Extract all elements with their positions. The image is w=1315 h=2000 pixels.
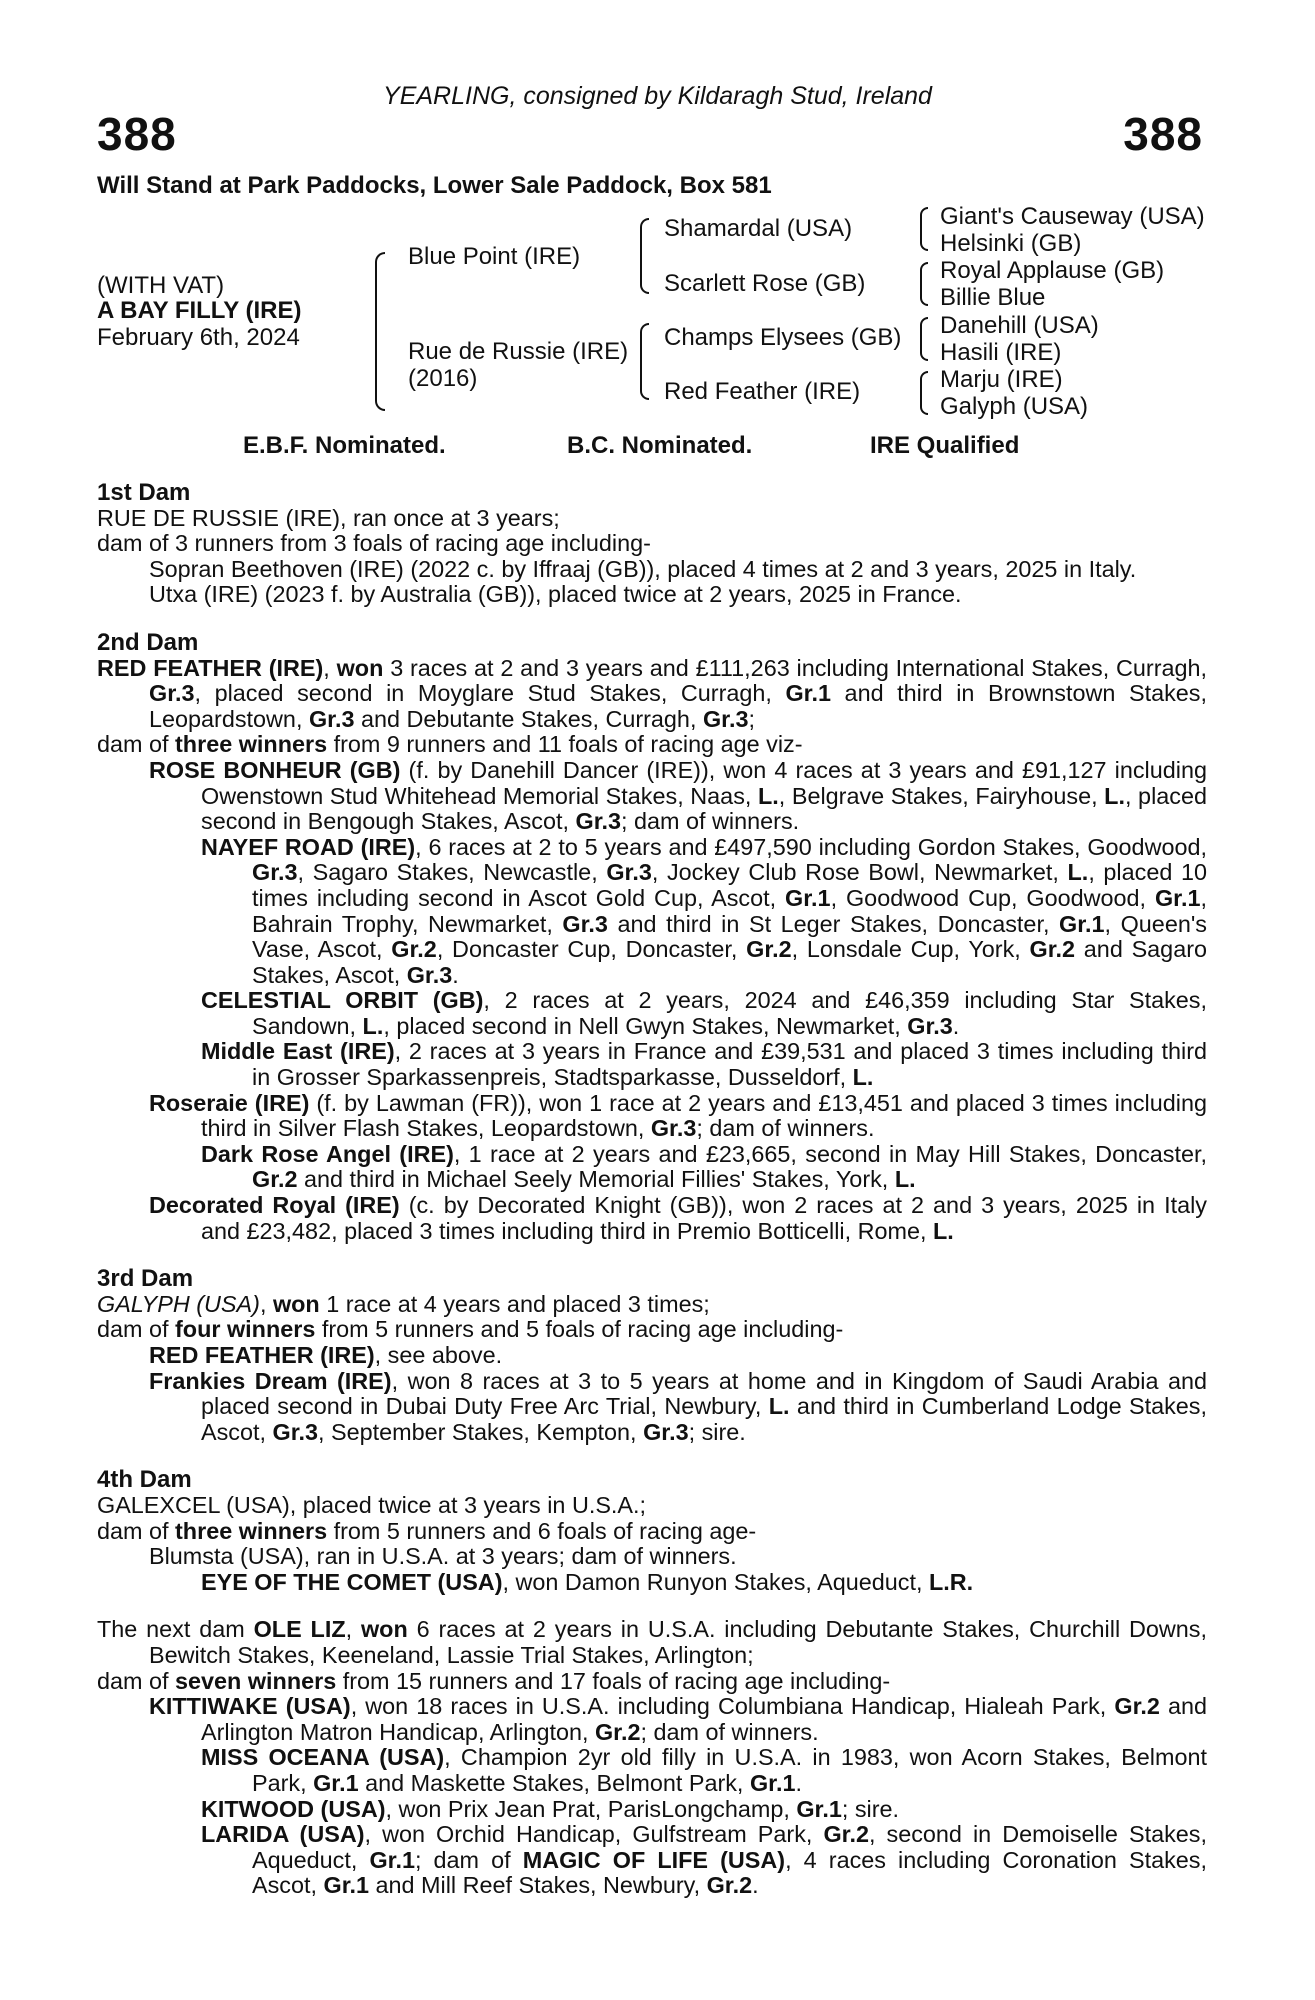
brace-g2 bbox=[920, 262, 928, 306]
brace-g1 bbox=[920, 207, 928, 251]
dam-produce-summary: dam of seven winners from 15 runners and 17 foals of racing age including- bbox=[97, 1667, 891, 1694]
brace-sire bbox=[640, 218, 649, 294]
second-dam-heading: 2nd Dam bbox=[97, 628, 199, 656]
bc-nominated: B.C. Nominated. bbox=[567, 432, 753, 459]
catalogue-body bbox=[97, 480, 1207, 1899]
progeny-entry: KITTIWAKE (USA), won 18 races in U.S.A. including Columbiana Handicap, Hialeah Park, Gr.2 and Arlington Matron Handicap, Arlington, Gr.2; dam of winners. bbox=[149, 1693, 1207, 1745]
sire-sire: Shamardal (USA) bbox=[664, 215, 853, 242]
grand-progeny-entry: LARIDA (USA), won Orchid Handicap, Gulfstream Park, Gr.2, second in Demoiselle Stakes, Aqueduct, Gr.1; dam of MAGIC OF LIFE (USA), 4 races including Coronation Stakes, Ascot, Gr.1 and Mill Reef Stakes, Newbury, Gr.2. bbox=[201, 1821, 1207, 1899]
dam-dam: Red Feather (IRE) bbox=[664, 378, 861, 405]
dam-summary: GALYPH (USA), won 1 race at 4 years and placed 3 times; bbox=[97, 1290, 710, 1317]
grand-progeny-entry: Dark Rose Angel (IRE), 1 race at 2 years and £23,665, second in May Hill Stakes, Doncaster, Gr.2 and third in Michael Seely Memorial Fillies' Stakes, York, L. bbox=[201, 1140, 1207, 1193]
fourth-dam-heading: 4th Dam bbox=[97, 1466, 192, 1494]
brace-horse bbox=[375, 252, 385, 411]
ancestor-5: Danehill (USA) bbox=[940, 312, 1099, 339]
grand-progeny-entry: Middle East (IRE), 2 races at 3 years in France and £39,531 and placed 3 times including third in Grosser Sparkassenpreis, Stadtsparkasse, Dusseldorf, L. bbox=[201, 1038, 1207, 1091]
dam-year: (2016) bbox=[408, 365, 478, 392]
grand-progeny-entry: NAYEF ROAD (IRE), 6 races at 2 to 5 years and £497,590 including Gordon Stakes, Goodwood, Gr.3, Sagaro Stakes, Newcastle, Gr.3, Jockey Club Rose Bowl, Newmarket, L., placed 10 times including second in Ascot Gold Cup, Ascot, Gr.1, Goodwood Cup, Goodwood, Gr.1, Bahrain Trophy, Newmarket, Gr.3 and third in St Leger Stakes, Doncaster, Gr.1, Queen's Vase, Ascot, Gr.2, Doncaster Cup, Doncaster, Gr.2, Lonsdale Cup, York, Gr.2 and Sagaro Stakes, Ascot, Gr.3. bbox=[201, 833, 1207, 988]
progeny-entry: Blumsta (USA), ran in U.S.A. at 3 years; dam of winners. bbox=[149, 1543, 737, 1570]
dam-name: Rue de Russie (IRE) bbox=[408, 338, 629, 365]
fourth-dam-section bbox=[97, 1467, 1207, 1595]
grand-progeny-entry: CELESTIAL ORBIT (GB), 2 races at 2 years, 2024 and £46,359 including Star Stakes, Sandown, L., placed second in Nell Gwyn Stakes, Newmarket, Gr.3. bbox=[201, 987, 1207, 1039]
horse-name: A BAY FILLY (IRE) bbox=[97, 297, 302, 324]
ire-qualified: IRE Qualified bbox=[870, 432, 1020, 459]
ancestor-3: Royal Applause (GB) bbox=[940, 257, 1165, 284]
next-dam-section bbox=[97, 1617, 1207, 1899]
dam-summary: RUE DE RUSSIE (IRE), ran once at 3 years; bbox=[97, 504, 560, 531]
grand-progeny-entry: MISS OCEANA (USA), Champion 2yr old filly in U.S.A. in 1983, won Acorn Stakes, Belmont Park, Gr.1 and Maskette Stakes, Belmont Park, Gr.1. bbox=[201, 1744, 1207, 1796]
vat-note: (WITH VAT) bbox=[97, 272, 225, 299]
lot-number-right: 388 bbox=[1123, 108, 1203, 160]
progeny-entry: Roseraie (IRE) (f. by Lawman (FR)), won 1 race at 2 years and £13,451 and placed 3 times including third in Silver Flash Stakes, Leopardstown, Gr.3; dam of winners. bbox=[149, 1089, 1207, 1142]
dam-produce-summary: dam of four winners from 5 runners and 5 foals of racing age including- bbox=[97, 1316, 844, 1343]
first-dam-heading: 1st Dam bbox=[97, 479, 191, 506]
dam-summary: RED FEATHER (IRE), won 3 races at 2 and 3 years and £111,263 including International Stakes, Curragh, Gr.3, placed second in Moyglare Stud Stakes, Curragh, Gr.1 and third in Brownstown Stakes, Leopardstown, Gr.3 and Debutante Stakes, Curragh, Gr.3; bbox=[97, 654, 1208, 732]
foaling-date: February 6th, 2024 bbox=[97, 324, 300, 351]
ancestor-8: Galyph (USA) bbox=[940, 393, 1089, 420]
sire: Blue Point (IRE) bbox=[408, 243, 581, 270]
lot-number-left: 388 bbox=[97, 108, 177, 160]
ancestor-2: Helsinki (GB) bbox=[940, 230, 1082, 257]
progeny-entry: Frankies Dream (IRE), won 8 races at 3 to 5 years at home and in Kingdom of Saudi Arabia and placed second in Dubai Duty Free Arc Trial, Newbury, L. and third in Cumberland Lodge Stakes, Ascot, Gr.3, September Stakes, Kempton, Gr.3; sire. bbox=[149, 1367, 1207, 1445]
dam-produce-summary: dam of three winners from 5 runners and 6 foals of racing age- bbox=[97, 1517, 757, 1544]
stand-location: Will Stand at Park Paddocks, Lower Sale Paddock, Box 581 bbox=[97, 172, 772, 199]
progeny-entry: ROSE BONHEUR (GB) (f. by Danehill Dancer (IRE)), won 4 races at 3 years and £91,127 including Owenstown Stud Whitehead Memorial Stakes, Naas, L., Belgrave Stakes, Fairyhouse, L., placed second in Bengough Stakes, Ascot, Gr.3; dam of winners. bbox=[149, 756, 1207, 835]
consignment-line: YEARLING, consigned by Kildaragh Stud, Ireland bbox=[383, 82, 932, 110]
sire-dam: Scarlett Rose (GB) bbox=[664, 270, 866, 297]
third-dam-section bbox=[97, 1266, 1207, 1445]
dam-summary: The next dam OLE LIZ, won 6 races at 2 years in U.S.A. including Debutante Stakes, Churchill Downs, Bewitch Stakes, Keeneland, Lassie Trial Stakes, Arlington; bbox=[97, 1616, 1207, 1668]
dam-summary: GALEXCEL (USA), placed twice at 3 years in U.S.A.; bbox=[97, 1491, 647, 1518]
progeny-entry: Sopran Beethoven (IRE) (2022 c. by Iffraaj (GB)), placed 4 times at 2 and 3 years, 2025 in Italy. bbox=[149, 555, 1137, 582]
brace-g3 bbox=[920, 317, 928, 361]
grand-progeny-entry: EYE OF THE COMET (USA), won Damon Runyon Stakes, Aqueduct, L.R. bbox=[201, 1568, 974, 1595]
dam-produce-summary: dam of three winners from 9 runners and 11 foals of racing age viz- bbox=[97, 731, 803, 758]
brace-g4 bbox=[920, 371, 928, 415]
ancestor-6: Hasili (IRE) bbox=[940, 339, 1062, 366]
progeny-entry: Decorated Royal (IRE) (c. by Decorated Knight (GB)), won 2 races at 2 and 3 years, 2025 in Italy and £23,482, placed 3 times including third in Premio Botticelli, Rome, L. bbox=[149, 1192, 1207, 1244]
ancestor-7: Marju (IRE) bbox=[940, 366, 1063, 393]
dam-sire: Champs Elysees (GB) bbox=[664, 324, 902, 351]
grand-progeny-entry: KITWOOD (USA), won Prix Jean Prat, ParisLongchamp, Gr.1; sire. bbox=[201, 1795, 900, 1822]
second-dam-section bbox=[97, 630, 1207, 1244]
brace-dam bbox=[640, 323, 649, 400]
ebf-nominated: E.B.F. Nominated. bbox=[243, 432, 446, 459]
first-dam-section bbox=[97, 480, 1207, 608]
dam-produce-summary: dam of 3 runners from 3 foals of racing age including- bbox=[97, 530, 651, 557]
ancestor-1: Giant's Causeway (USA) bbox=[940, 203, 1205, 230]
ancestor-4: Billie Blue bbox=[940, 284, 1046, 311]
progeny-entry: RED FEATHER (IRE), see above. bbox=[149, 1342, 503, 1368]
third-dam-heading: 3rd Dam bbox=[97, 1265, 194, 1293]
progeny-entry: Utxa (IRE) (2023 f. by Australia (GB)), placed twice at 2 years, 2025 in France. bbox=[149, 581, 962, 608]
